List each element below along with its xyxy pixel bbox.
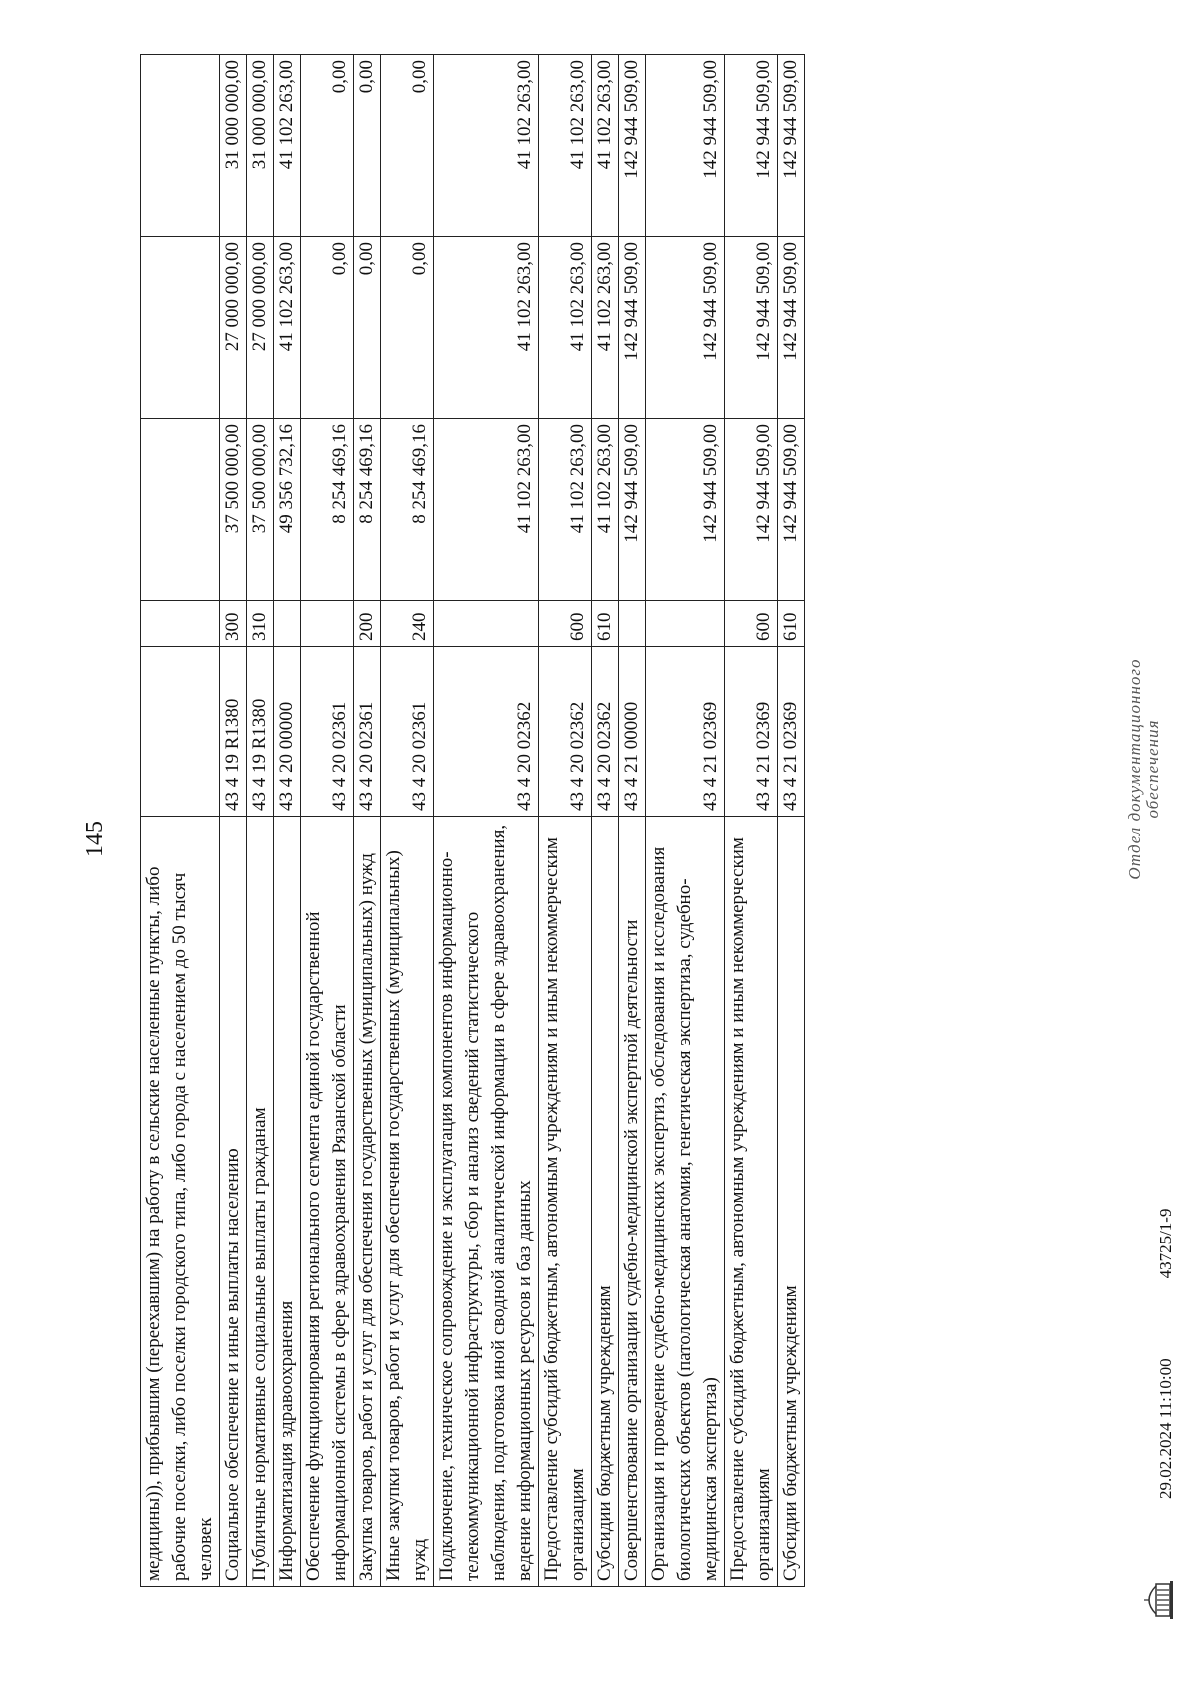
- row-name: медицины)), прибывшим (переехавшим) на работу в сельские населенные пункты, либо рабочие поселки, либо поселки городского типа, либо города с населением до 50 тысяч человек: [141, 817, 220, 1587]
- row-amount-3: 31 000 000,00: [220, 55, 247, 237]
- row-amount-2: 0,00: [354, 237, 381, 419]
- row-amount-1: 142 944 509,00: [619, 419, 646, 601]
- footer: [1142, 1209, 1176, 1621]
- table-row: [592, 55, 619, 1587]
- row-amount-2: 27 000 000,00: [247, 237, 274, 419]
- row-code: 43 4 21 00000: [619, 647, 646, 817]
- row-amount-1: 142 944 509,00: [725, 419, 778, 601]
- row-vr: 310: [247, 601, 274, 647]
- document-date: 29.02.2024 11:10:00: [1156, 1358, 1175, 1499]
- row-amount-3: 31 000 000,00: [247, 55, 274, 237]
- row-amount-3: 0,00: [354, 55, 381, 237]
- row-amount-3: 41 102 263,00: [592, 55, 619, 237]
- row-code: 43 4 20 00000: [274, 647, 301, 817]
- table-row: [619, 55, 646, 1587]
- budget-table: [140, 54, 805, 1587]
- row-amount-3: 0,00: [301, 55, 354, 237]
- row-vr: [619, 601, 646, 647]
- row-amount-1: 142 944 509,00: [778, 419, 805, 601]
- row-amount-3: 142 944 509,00: [646, 55, 725, 237]
- row-code: 43 4 20 02361: [301, 647, 354, 817]
- row-code: 43 4 20 02361: [381, 647, 434, 817]
- row-amount-2: 142 944 509,00: [619, 237, 646, 419]
- row-code: 43 4 21 02369: [646, 647, 725, 817]
- row-amount-3: [141, 55, 220, 237]
- row-amount-2: 41 102 263,00: [434, 237, 539, 419]
- table-row: [381, 55, 434, 1587]
- row-name: Субсидии бюджетным учреждениям: [592, 817, 619, 1587]
- table-row: [725, 55, 778, 1587]
- row-code: 43 4 20 02362: [592, 647, 619, 817]
- row-name: Обеспечение функционирования регионального сегмента единой государственной информационной системы в сфере здравоохранения Рязанской области: [301, 817, 354, 1587]
- row-vr: [301, 601, 354, 647]
- table-row: [539, 55, 592, 1587]
- row-vr: [141, 601, 220, 647]
- row-amount-1: 8 254 469,16: [381, 419, 434, 601]
- table-row: [220, 55, 247, 1587]
- row-vr: 240: [381, 601, 434, 647]
- row-amount-3: 41 102 263,00: [434, 55, 539, 237]
- row-amount-3: 41 102 263,00: [274, 55, 301, 237]
- row-amount-2: 41 102 263,00: [592, 237, 619, 419]
- row-amount-1: 8 254 469,16: [301, 419, 354, 601]
- row-vr: [274, 601, 301, 647]
- row-name: Субсидии бюджетным учреждениям: [778, 817, 805, 1587]
- row-amount-3: 0,00: [381, 55, 434, 237]
- table-row: [354, 55, 381, 1587]
- table-row: [141, 55, 220, 1587]
- row-code: 43 4 20 02361: [354, 647, 381, 817]
- row-code: 43 4 19 R1380: [247, 647, 274, 817]
- row-amount-2: 142 944 509,00: [778, 237, 805, 419]
- row-code: 43 4 20 02362: [434, 647, 539, 817]
- row-vr: 610: [778, 601, 805, 647]
- row-vr: 600: [725, 601, 778, 647]
- row-name: Социальное обеспечение и иные выплаты населению: [220, 817, 247, 1587]
- row-amount-1: 41 102 263,00: [592, 419, 619, 601]
- building-logo-icon: [1142, 1579, 1176, 1621]
- row-amount-3: 41 102 263,00: [539, 55, 592, 237]
- row-amount-1: 41 102 263,00: [539, 419, 592, 601]
- row-code: 43 4 21 02369: [778, 647, 805, 817]
- row-code: 43 4 19 R1380: [220, 647, 247, 817]
- row-amount-2: 41 102 263,00: [274, 237, 301, 419]
- department-stamp: [1126, 629, 1162, 909]
- table-row: [247, 55, 274, 1587]
- table-row: [778, 55, 805, 1587]
- row-vr: 200: [354, 601, 381, 647]
- row-amount-2: 0,00: [301, 237, 354, 419]
- row-amount-1: 8 254 469,16: [354, 419, 381, 601]
- row-name: Совершенствование организации судебно-медицинской экспертной деятельности: [619, 817, 646, 1587]
- page-number: 145: [82, 821, 108, 857]
- row-name: Предоставление субсидий бюджетным, автономным учреждениям и иным некоммерческим организациям: [539, 817, 592, 1587]
- row-amount-1: 49 356 732,16: [274, 419, 301, 601]
- row-name: Подключение, техническое сопровождение и эксплуатация компонентов информационно-телекоммуникационной инфраструктуры, сбор и анализ сведений статистического наблюдения, подготовка иной сводной аналитической информации в сфере здравоохранения, ведение информационных ресурсов и баз данных: [434, 817, 539, 1587]
- table-row: [434, 55, 539, 1587]
- document-id: 43725/1-9: [1156, 1208, 1175, 1279]
- row-amount-2: 41 102 263,00: [539, 237, 592, 419]
- row-vr: 300: [220, 601, 247, 647]
- stamp-line: Отдел документационного: [1125, 658, 1144, 880]
- row-amount-1: 37 500 000,00: [247, 419, 274, 601]
- table-row: [301, 55, 354, 1587]
- row-amount-1: 142 944 509,00: [646, 419, 725, 601]
- row-code: [141, 647, 220, 817]
- row-vr: 610: [592, 601, 619, 647]
- row-vr: [434, 601, 539, 647]
- row-amount-2: 0,00: [381, 237, 434, 419]
- row-amount-3: 142 944 509,00: [619, 55, 646, 237]
- row-amount-2: 142 944 509,00: [725, 237, 778, 419]
- row-vr: 600: [539, 601, 592, 647]
- table-row: [646, 55, 725, 1587]
- row-name: Организация и проведение судебно-медицинских экспертиз, обследования и исследования биологических объектов (патологическая анатомия, генетическая экспертиза, судебно-медицинская экспертиза): [646, 817, 725, 1587]
- table-row: [274, 55, 301, 1587]
- row-name: Предоставление субсидий бюджетным, автономным учреждениям и иным некоммерческим организациям: [725, 817, 778, 1587]
- row-amount-2: 142 944 509,00: [646, 237, 725, 419]
- row-code: 43 4 20 02362: [539, 647, 592, 817]
- row-amount-2: [141, 237, 220, 419]
- row-amount-2: 27 000 000,00: [220, 237, 247, 419]
- row-name: Публичные нормативные социальные выплаты гражданам: [247, 817, 274, 1587]
- row-code: 43 4 21 02369: [725, 647, 778, 817]
- row-amount-1: 37 500 000,00: [220, 419, 247, 601]
- row-name: Информатизация здравоохранения: [274, 817, 301, 1587]
- row-vr: [646, 601, 725, 647]
- stamp-line: обеспечения: [1143, 719, 1162, 819]
- row-amount-3: 142 944 509,00: [725, 55, 778, 237]
- row-amount-1: 41 102 263,00: [434, 419, 539, 601]
- row-amount-1: [141, 419, 220, 601]
- row-name: Иные закупки товаров, работ и услуг для обеспечения государственных (муниципальных) нужд: [381, 817, 434, 1587]
- row-amount-3: 142 944 509,00: [778, 55, 805, 237]
- row-name: Закупка товаров, работ и услуг для обеспечения государственных (муниципальных) нужд: [354, 817, 381, 1587]
